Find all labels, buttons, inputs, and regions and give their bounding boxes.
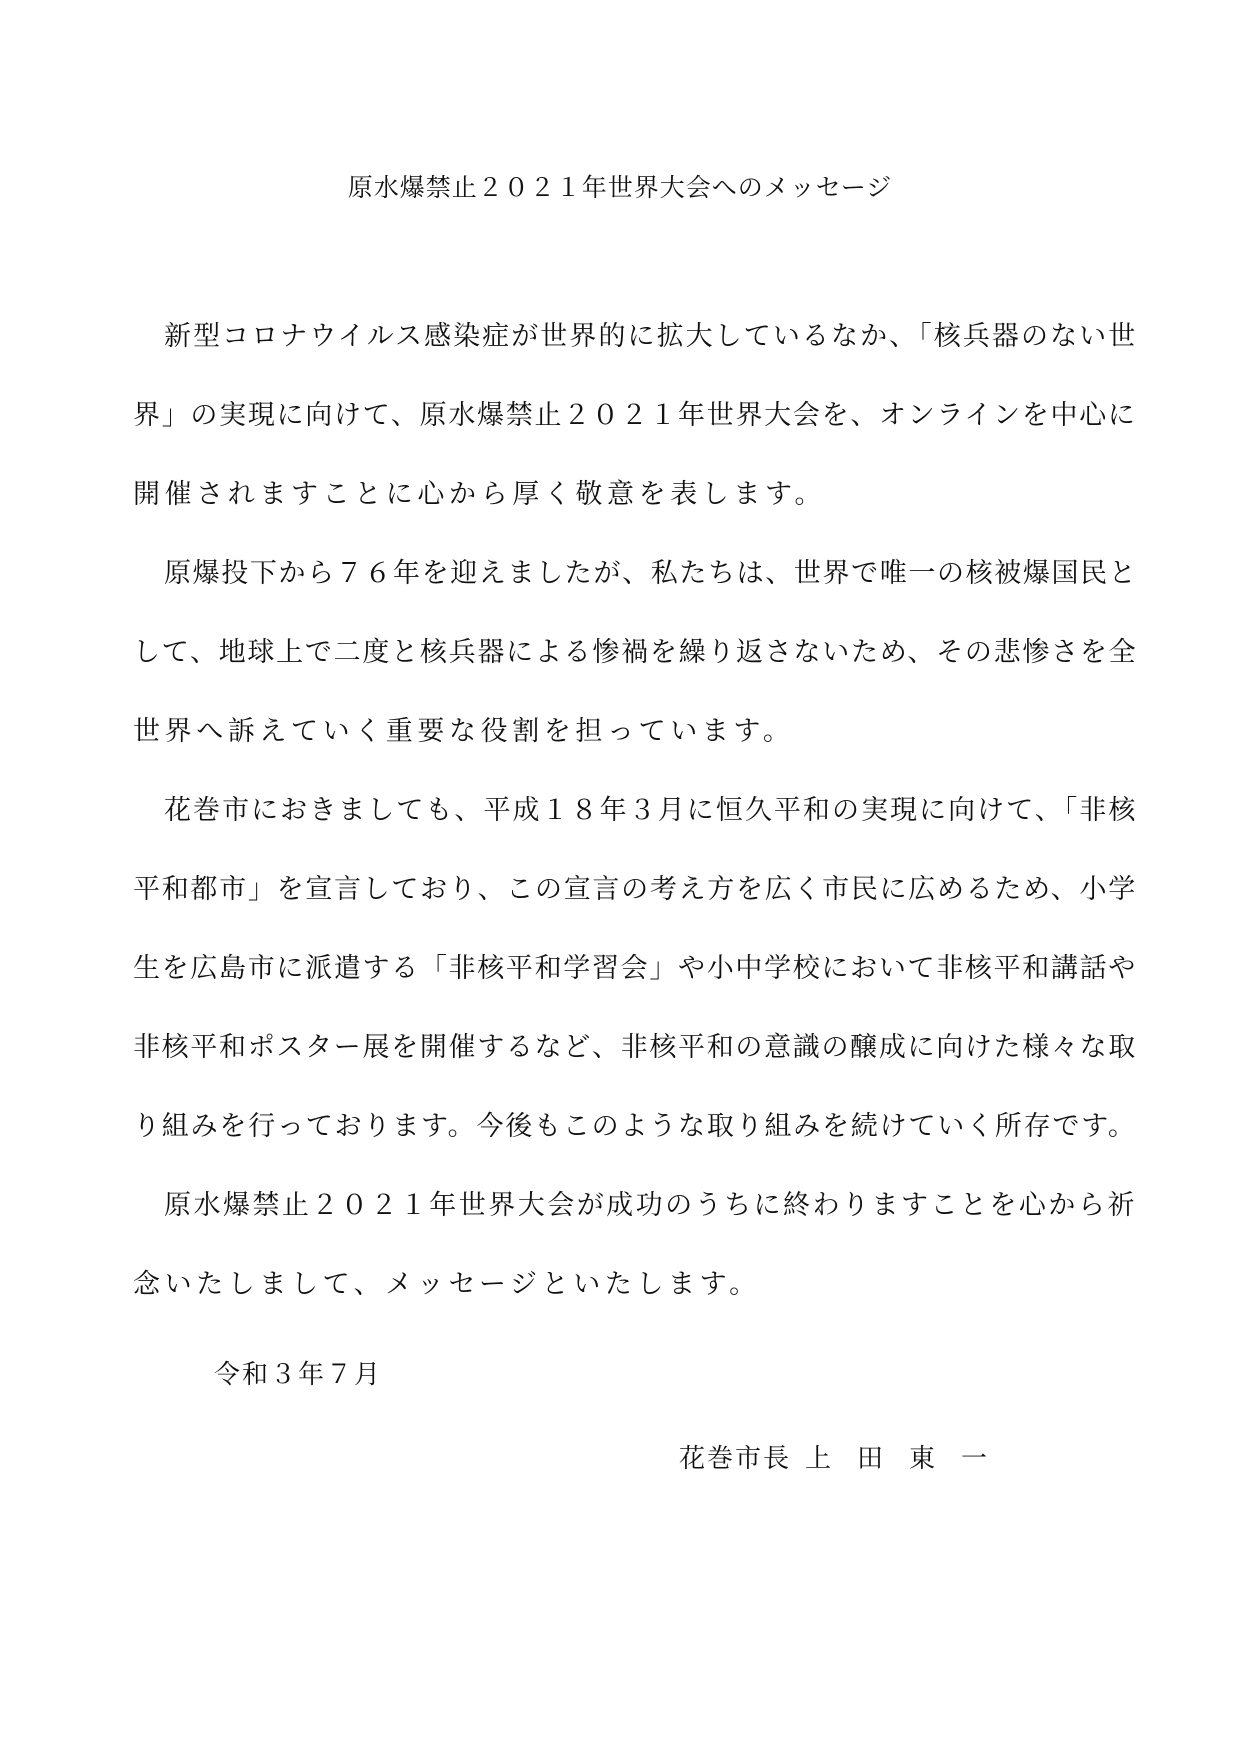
document-date: 令和３年７月 [214, 1360, 383, 1390]
paragraph-line: り組みを行っております。今後もこのような取り組みを続けていく所存です。 [133, 1111, 1137, 1142]
paragraph-line: 世界へ訴えていく重要な役割を担っています。 [133, 716, 795, 747]
paragraph-line: 平和都市」を宣言しており、この宣言の考え方を広く市民に広めるため、小学 [133, 874, 1137, 905]
paragraph-line: 念いたしまして、メッセージといたします。 [133, 1269, 761, 1300]
paragraph-4 [133, 1181, 1137, 1310]
paragraph-line: 界」の実現に向けて、原水爆禁止２０２１年世界大会を、オンラインを中心に [133, 400, 1137, 431]
message-body [133, 312, 1137, 1339]
paragraph-line: 原爆投下から７６年を迎えましたが、私たちは、世界で唯一の核被爆国民と [164, 558, 1138, 589]
paragraph-1 [133, 312, 1137, 520]
signature-block [679, 1439, 1013, 1479]
paragraph-line: 花巻市におきましても、平成１８年３月に恒久平和の実現に向けて、「非核 [164, 795, 1138, 826]
paragraph-line: 生を広島市に派遣する「非核平和学習会」や小中学校において非核平和講話や [133, 953, 1137, 984]
paragraph-line: 新型コロナウイルス感染症が世界的に拡大しているなか、「核兵器のない世 [164, 321, 1138, 352]
document-title: 原水爆禁止２０２１年世界大会へのメッセージ [347, 173, 893, 202]
signature-title: 花巻市長 [679, 1444, 792, 1474]
paragraph-line: 非核平和ポスター展を開催するなど、非核平和の意識の醸成に向けた様々な取 [133, 1032, 1137, 1063]
signature-name: 上田東一 [805, 1444, 1014, 1474]
paragraph-line: して、地球上で二度と核兵器による惨禍を繰り返さないため、その悲惨さを全 [133, 637, 1138, 668]
paragraph-2 [133, 549, 1137, 757]
paragraph-3 [133, 786, 1137, 1152]
paragraph-line: 原水爆禁止２０２１年世界大会が成功のうちに終わりますことを心から祈 [164, 1190, 1137, 1221]
paragraph-line: 開催されますことに心から厚く敬意を表します。 [133, 479, 827, 510]
